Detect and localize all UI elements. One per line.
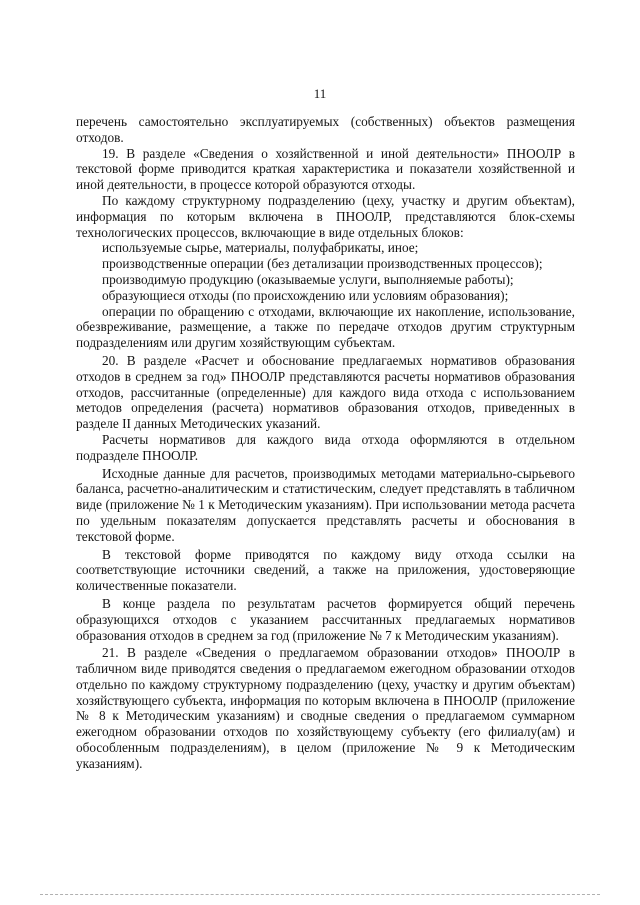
paragraph-summary-list: В конце раздела по результатам расчетов формируется общий перечень образующихся отходов с указанием рассчитанных предлагаемых нормативов образования отходов в среднем за год (приложение № 7 к Методическим указаниям). [76, 595, 575, 643]
list-item-waste-operations: операции по обращению с отходами, включающие их накопление, использование, обезвреживание, размещение, а также по передаче отходов другим структурным подразделениям или другим хозяйствующим субъектам. [76, 303, 575, 351]
list-item-generated-waste: образующиеся отходы (по происхождению или условиям образования); [102, 287, 509, 303]
list-item-production-operations: производственные операции (без детализации производственных процессов); [102, 256, 543, 272]
page-number: 11 [313, 86, 327, 101]
paragraph-item-19: 19. В разделе «Сведения о хозяйственной и иной деятельности» ПНООЛР в текстовой форме приводится краткая характеристика и показатели хозяйственной и иной деятельности, в процессе которой образуются отходы. [76, 145, 575, 193]
paragraph-item-20: 20. В разделе «Расчет и обоснование предлагаемых нормативов образования отходов в среднем за год» ПНООЛР представляются расчеты нормативов образования отходов, рассчитанные (определенные) для каждого вида отхода с использованием методов определения (расчета) нормативов образования отходов, приведенных в разделе II данных Методических указаний. [76, 352, 575, 432]
footer-divider [40, 894, 600, 895]
paragraph-objects-list-end: перечень самостоятельно эксплуатируемых (собственных) объектов размещения отходов. [76, 114, 575, 145]
paragraph-block-schemes: По каждому структурному подразделению (цеху, участку и другим объектам), информация по которым включена в ПНООЛР, представляются блок-схемы технологических процессов, включающие в виде отдельных блоков: [76, 192, 575, 240]
document-body [76, 114, 575, 772]
list-item-raw-materials: используемые сырье, материалы, полуфабрикаты, иное; [102, 240, 419, 256]
paragraph-source-references: В текстовой форме приводятся по каждому виду отхода ссылки на соответствующие источники сведений, а также на приложения, удостоверяющие количественные показатели. [76, 546, 575, 594]
list-item-products: производимую продукцию (оказываемые услуги, выполняемые работы); [102, 271, 514, 287]
paragraph-item-21: 21. В разделе «Сведения о предлагаемом образовании отходов» ПНООЛР в табличном виде приводятся сведения о предлагаемом ежегодном образовании отходов отдельно по каждому структурному подразделению (цеху, участку и другим объектам) хозяйствующего субъекта, информация по которым включена в ПНООЛР (приложение № 8 к Методическим указаниям) и сводные сведения о предлагаемом суммарном ежегодном образовании отходов по хозяйствующему субъекту (его филиалу(ам) и обособленным подразделениям), в целом (приложение № 9 к Методическим указаниям). [76, 645, 575, 771]
paragraph-input-data: Исходные данные для расчетов, производимых методами материально-сырьевого баланса, расчетно-аналитическим и статистическим, следует представлять в табличном виде (приложение № 1 к Методическим указаниям). При использовании метода расчета по удельным показателям допускается представлять расчеты и обоснования в текстовой форме. [76, 465, 575, 544]
paragraph-calc-subsection: Расчеты нормативов для каждого вида отхода оформляются в отдельном подразделе ПНООЛР. [76, 431, 575, 463]
